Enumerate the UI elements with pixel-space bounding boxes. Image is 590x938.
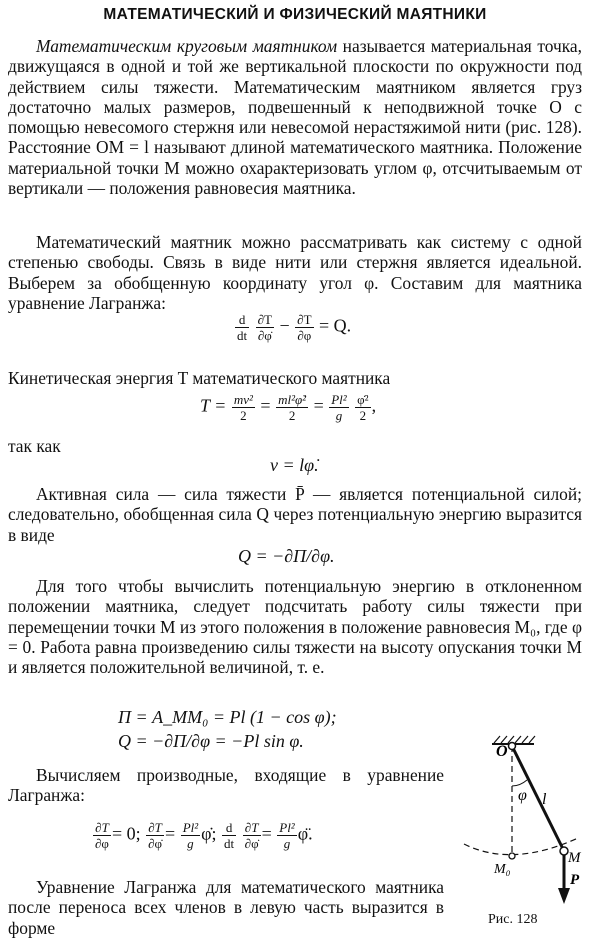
derivatives-formula: $\frac{\partial T}{\partial\varphi}$ = 0; $\frac{\partial T}{\partial\varphi̇}$ = $\frac{\text{Pl²}}{g}$ φ̇; $\frac{d}{dt}$ $\frac{\partial T}{\partial\varphi̇}$ = $\frac{\text{Pl²}}{g}$ φ̈. bbox=[95, 820, 313, 851]
paragraph-kinetic-energy: Кинетическая энергия T математического маятника bbox=[8, 368, 391, 388]
mass-point bbox=[560, 847, 568, 855]
section-title: МАТЕМАТИЧЕСКИЙ И ФИЗИЧЕСКИЙ МАЯТНИКИ bbox=[103, 6, 487, 23]
paragraph-lagrange-form: Уравнение Лагранжа для математического маятника после переноса всех членов в левую часть выразится в форме bbox=[8, 877, 444, 938]
paragraph-active-force: Активная сила — сила тяжести P̄ — является потенциальной силой; следовательно, обобщенная сила Q через потенциальную энергию выразится в виде bbox=[8, 484, 582, 545]
label-P: P bbox=[570, 872, 580, 888]
generalized-force-result: Q = −∂Π/∂φ = −Pl sin φ. bbox=[118, 731, 304, 751]
kinetic-energy-formula: T = $\frac{\text{mv²}}{2}$ = $\frac{\text{ml²φ̇²}}{2}$ = $\frac{\text{Pl²}}{g}$ $\frac{\text{φ̇²}}{2}$ , bbox=[200, 392, 377, 423]
label-M: M bbox=[568, 850, 581, 866]
lagrange-equation: $\frac{d}{dt}$ $\frac{\partial T}{\partial\varphi̇}$ − $\frac{\partial T}{\partial\varphi}$ = Q. bbox=[237, 312, 352, 343]
frac-dT-dphi: $\frac{\partial T}{\partial\varphi}$ bbox=[297, 312, 312, 343]
label-O: O bbox=[496, 743, 508, 760]
generalized-force-formula: Q = −∂Π/∂φ. bbox=[238, 546, 335, 566]
frac-d-dt: $\frac{d}{dt}$ bbox=[237, 312, 248, 343]
paragraph-potential-energy: Для того чтобы вычислить потенциальную энергию в отклоненном положении маятника, следует подсчитать работу силы тяжести при перемещении точки M из этого положения в положение равновесия M₀, где φ = 0. Работа равна произведению силы тяжести на высоту опускания точки M и является положительной величиной, т. е. bbox=[8, 576, 582, 678]
label-phi: φ bbox=[518, 787, 527, 804]
defined-term: Математическим круговым маятником bbox=[36, 36, 338, 56]
frac-dT-dphidot: $\frac{\partial T}{\partial\varphi̇}$ bbox=[257, 312, 272, 343]
paragraph-derivatives: Вычисляем производные, входящие в уравнение Лагранжа: bbox=[8, 765, 444, 806]
pivot-point bbox=[509, 743, 516, 750]
paragraph-definition bbox=[8, 36, 582, 198]
velocity-formula: v = lφ̇. bbox=[270, 455, 319, 475]
definition-text: называется материальная точка, движущаяся в одной и той же вертикальной плоскости по окружности под действием силы тяжести. Математическим маятником является груз достаточно малых размеров, подвешенный к неподвижной точке O с помощью невесомого стержня или невесомой нерастяжимой нити (рис. 128). Расстояние OM = l называют длиной математического маятника. Положение материальной точки M можно охарактеризовать углом φ, отсчитываемым от вертикали — положения равновесия маятника. bbox=[8, 36, 582, 199]
angle-arc bbox=[512, 780, 527, 786]
label-M0: M₀ bbox=[494, 862, 511, 877]
ceiling-hatching bbox=[494, 736, 535, 743]
pendulum-figure bbox=[458, 734, 586, 934]
paragraph-since: так как bbox=[8, 436, 61, 456]
equilibrium-point bbox=[509, 853, 515, 859]
paragraph-degrees-of-freedom: Математический маятник можно рассматривать как систему с одной степенью свободы. Связь в виде нити или стержня является идеальной. Выберем за обобщенную координату угол φ. Составим для маятника уравнение Лагранжа: bbox=[8, 232, 582, 313]
figure-caption: Рис. 128 bbox=[488, 912, 538, 927]
arrow-head bbox=[558, 888, 570, 904]
potential-energy-formula: Π = A_MM₀ = Pl (1 − cos φ); bbox=[118, 707, 337, 727]
label-l: l bbox=[542, 791, 547, 808]
